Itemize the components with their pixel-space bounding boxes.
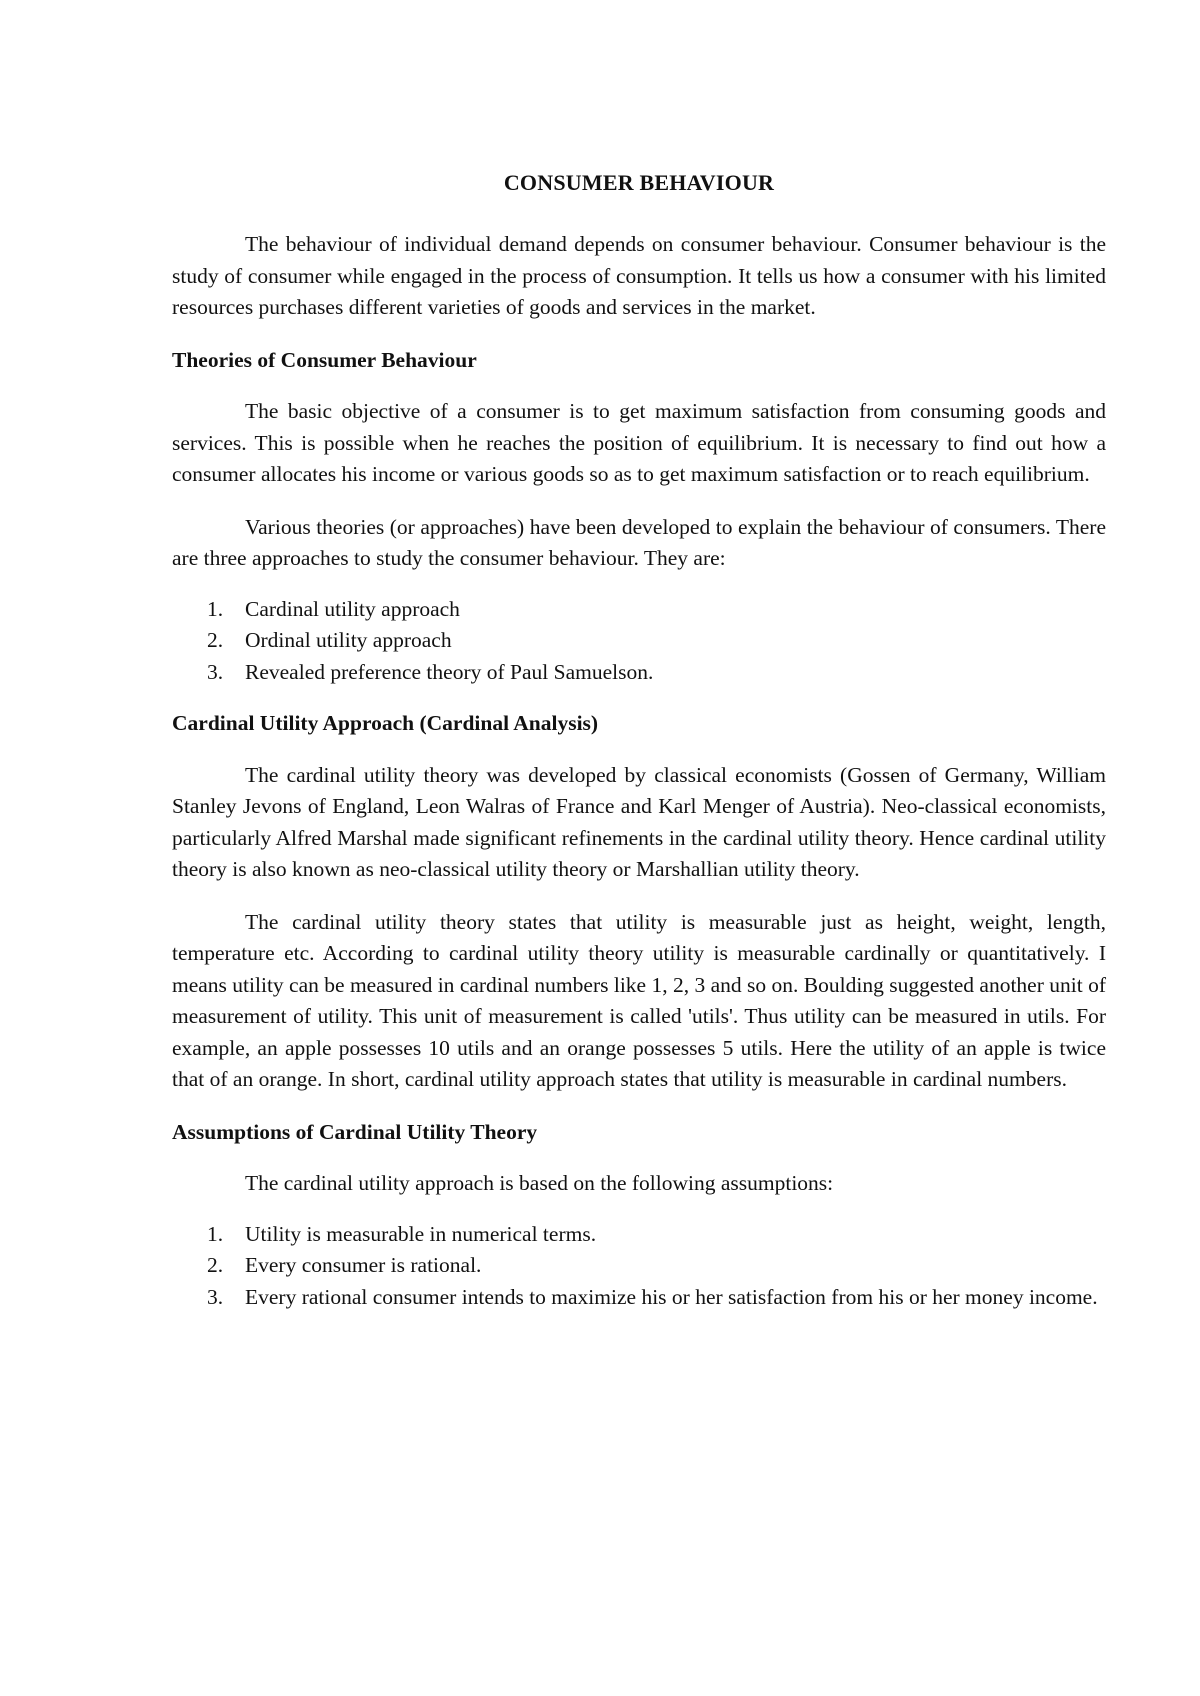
- list-number: 2.: [207, 628, 224, 652]
- document-page: [172, 168, 1106, 1313]
- cardinal-paragraph-2: The cardinal utility theory states that utility is measurable just as height, weight, length, temperature etc. According to cardinal utility theory utility is measurable cardinally or quantitatively. I means utility can be measured in cardinal numbers like 1, 2, 3 and so on. Boulding suggested another unit of measurement of utility. This unit of measurement is called 'utils'. Thus utility can be measured in utils. For example, an apple possesses 10 utils and an orange possesses 5 utils. Here the utility of an apple is twice that of an orange. In short, cardinal utility approach states that utility is measurable in cardinal numbers.: [172, 909, 1106, 1091]
- section-heading-cardinal-utility: Cardinal Utility Approach (Cardinal Analysis): [172, 711, 599, 735]
- list-number: 1.: [207, 1221, 224, 1246]
- list-item: [172, 657, 1106, 689]
- cardinal-paragraph-1: The cardinal utility theory was developed by classical economists (Gossen of Germany, William Stanley Jevons of England, Leon Walras of France and Karl Menger of Austria). Neo-classical economists, particularly Alfred Marshal made significant refinements in the cardinal utility theory. Hence cardinal utility theory is also known as neo-classical utility theory or Marshallian utility theory.: [172, 762, 1106, 881]
- list-item-text: Utility is measurable in numerical terms.: [245, 1221, 597, 1246]
- assumptions-list: [172, 1219, 1106, 1314]
- section-heading-assumptions: Assumptions of Cardinal Utility Theory: [172, 1119, 538, 1144]
- list-item-text: Cardinal utility approach: [245, 596, 460, 621]
- theories-paragraph-1: The basic objective of a consumer is to get maximum satisfaction from consuming goods and services. This is possible when he reaches the position of equilibrium. It is necessary to find out how a consumer allocates his income or various goods so as to get maximum satisfaction or to reach equilibrium.: [172, 399, 1106, 486]
- list-number: 2.: [207, 1253, 224, 1277]
- list-item-text: Every rational consumer intends to maximize his or her satisfaction from his or her money income.: [245, 1284, 1098, 1309]
- page-title: CONSUMER BEHAVIOUR: [503, 170, 775, 195]
- approaches-list: [172, 594, 1106, 689]
- list-number: 3.: [207, 659, 224, 684]
- list-number: 1.: [207, 596, 224, 621]
- list-item-text: Ordinal utility approach: [245, 628, 452, 652]
- intro-paragraph: The behaviour of individual demand depends on consumer behaviour. Consumer behaviour is the study of consumer while engaged in the process of consumption. It tells us how a consumer with his limited resources purchases different varieties of goods and services in the market.: [172, 232, 1106, 319]
- list-item-text: Every consumer is rational.: [245, 1253, 482, 1277]
- assumptions-paragraph: The cardinal utility approach is based on the following assumptions:: [245, 1171, 834, 1195]
- list-item: [172, 1282, 1106, 1314]
- section-heading-theories: Theories of Consumer Behaviour: [172, 347, 477, 372]
- list-item: [172, 1250, 1106, 1282]
- list-item: [172, 625, 1106, 657]
- list-number: 3.: [207, 1284, 224, 1309]
- list-item-text: Revealed preference theory of Paul Samuelson.: [245, 659, 654, 684]
- theories-paragraph-2: Various theories (or approaches) have been developed to explain the behaviour of consumers. There are three approaches to study the consumer behaviour. They are:: [172, 514, 1106, 570]
- list-item: [172, 594, 1106, 626]
- list-item: [172, 1219, 1106, 1251]
